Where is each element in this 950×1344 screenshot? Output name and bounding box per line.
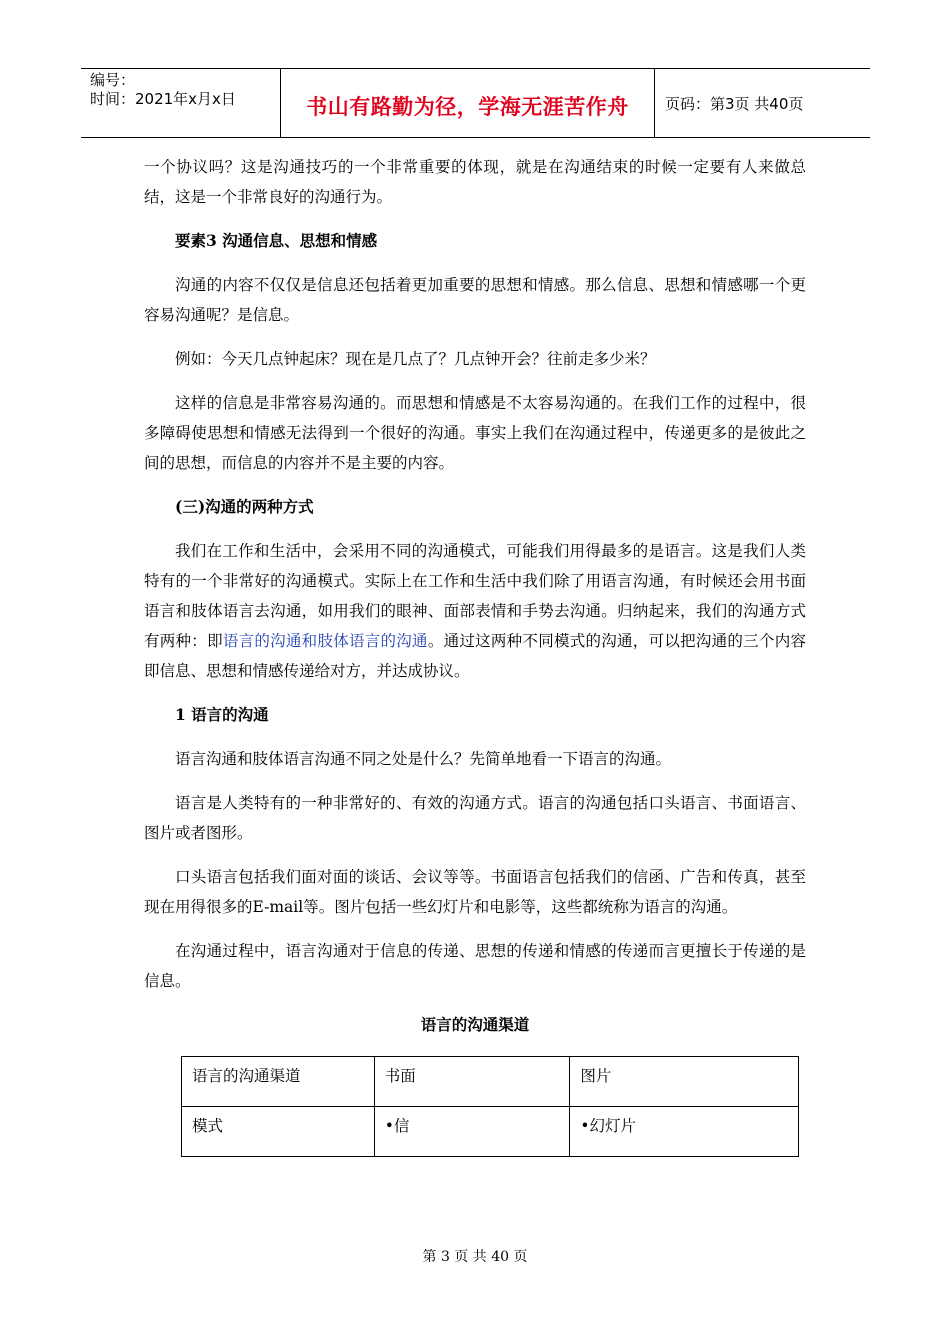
paragraph-text: 。通过这两种不同模式的沟通，可以把沟通的三个内容即信息、思想和情感传递给对方，并达成协议。 bbox=[144, 632, 806, 680]
date-label: 时间：2021年x月x日 bbox=[90, 90, 236, 108]
table-row bbox=[182, 1057, 799, 1107]
document-body bbox=[144, 152, 806, 1157]
table-cell: •信 bbox=[374, 1107, 570, 1157]
table-cell: 语言的沟通渠道 bbox=[182, 1057, 375, 1107]
section-heading: (三)沟通的两种方式 bbox=[175, 497, 314, 516]
paragraph: 在沟通过程中，语言沟通对于信息的传递、思想的传递和情感的传递而言更擅长于传递的是信息。 bbox=[144, 942, 806, 990]
paragraph: 语言是人类特有的一种非常好的、有效的沟通方式。语言的沟通包括口头语言、书面语言、图片或者图形。 bbox=[144, 794, 806, 842]
table-row bbox=[182, 1107, 799, 1157]
table-cell: 图片 bbox=[570, 1057, 799, 1107]
paragraph: 沟通的内容不仅仅是信息还包括着更加重要的思想和情感。那么信息、思想和情感哪一个更容易沟通呢？是信息。 bbox=[144, 276, 806, 324]
paragraph-text: 我们在工作和生活中，会采用不同的沟通模式，可能我们用得最多的是语言。这是我们人类特有的一个非常好的沟通模式。实际上在工作和生活中我们除了用语言沟通，有时候还会用书面语言和肢体语言去沟通，如用我们的眼神、面部表情和手势去沟通。归纳起来，我们的沟通方式有两种：即 bbox=[144, 542, 806, 650]
paragraph: 例如：今天几点钟起床？现在是几点了？几点钟开会？往前走多少米？ bbox=[175, 350, 656, 368]
paragraph: 口头语言包括我们面对面的谈话、会议等等。书面语言包括我们的信函、广告和传真，甚至现在用得很多的E-mail等。图片包括一些幻灯片和电影等，这些都统称为语言的沟通。 bbox=[144, 868, 806, 916]
highlight-link[interactable]: 语言的沟通和肢体语言的沟通 bbox=[222, 632, 428, 650]
table-cell: •幻灯片 bbox=[570, 1107, 799, 1157]
table-cell: 书面 bbox=[374, 1057, 570, 1107]
paragraph: 一个协议吗？这是沟通技巧的一个非常重要的体现，就是在沟通结束的时候一定要有人来做总结，这是一个非常良好的沟通行为。 bbox=[144, 158, 806, 206]
paragraph: 语言沟通和肢体语言沟通不同之处是什么？先简单地看一下语言的沟通。 bbox=[175, 750, 672, 768]
table-caption: 语言的沟通渠道 bbox=[420, 1015, 530, 1034]
header-meta bbox=[81, 69, 281, 137]
header-page-label: 页码：第3页 共40页 bbox=[665, 94, 804, 113]
paragraph bbox=[144, 536, 806, 686]
paragraph: 这样的信息是非常容易沟通的。而思想和情感是不太容易沟通的。在我们工作的过程中，很多障碍使思想和情感无法得到一个很好的沟通。事实上我们在沟通过程中，传递更多的是彼此之间的思想，而信息的内容并不是主要的内容。 bbox=[144, 394, 806, 472]
table-cell: 模式 bbox=[182, 1107, 375, 1157]
number-label: 编号： bbox=[90, 71, 136, 89]
page-header bbox=[81, 68, 870, 138]
section-heading: 1 语言的沟通 bbox=[175, 705, 269, 724]
page-footer: 第 3 页 共 40 页 bbox=[422, 1249, 528, 1265]
section-heading: 要素3 沟通信息、思想和情感 bbox=[175, 231, 378, 250]
channels-table bbox=[181, 1056, 799, 1157]
header-motto: 书山有路勤为径，学海无涯苦作舟 bbox=[281, 69, 655, 137]
